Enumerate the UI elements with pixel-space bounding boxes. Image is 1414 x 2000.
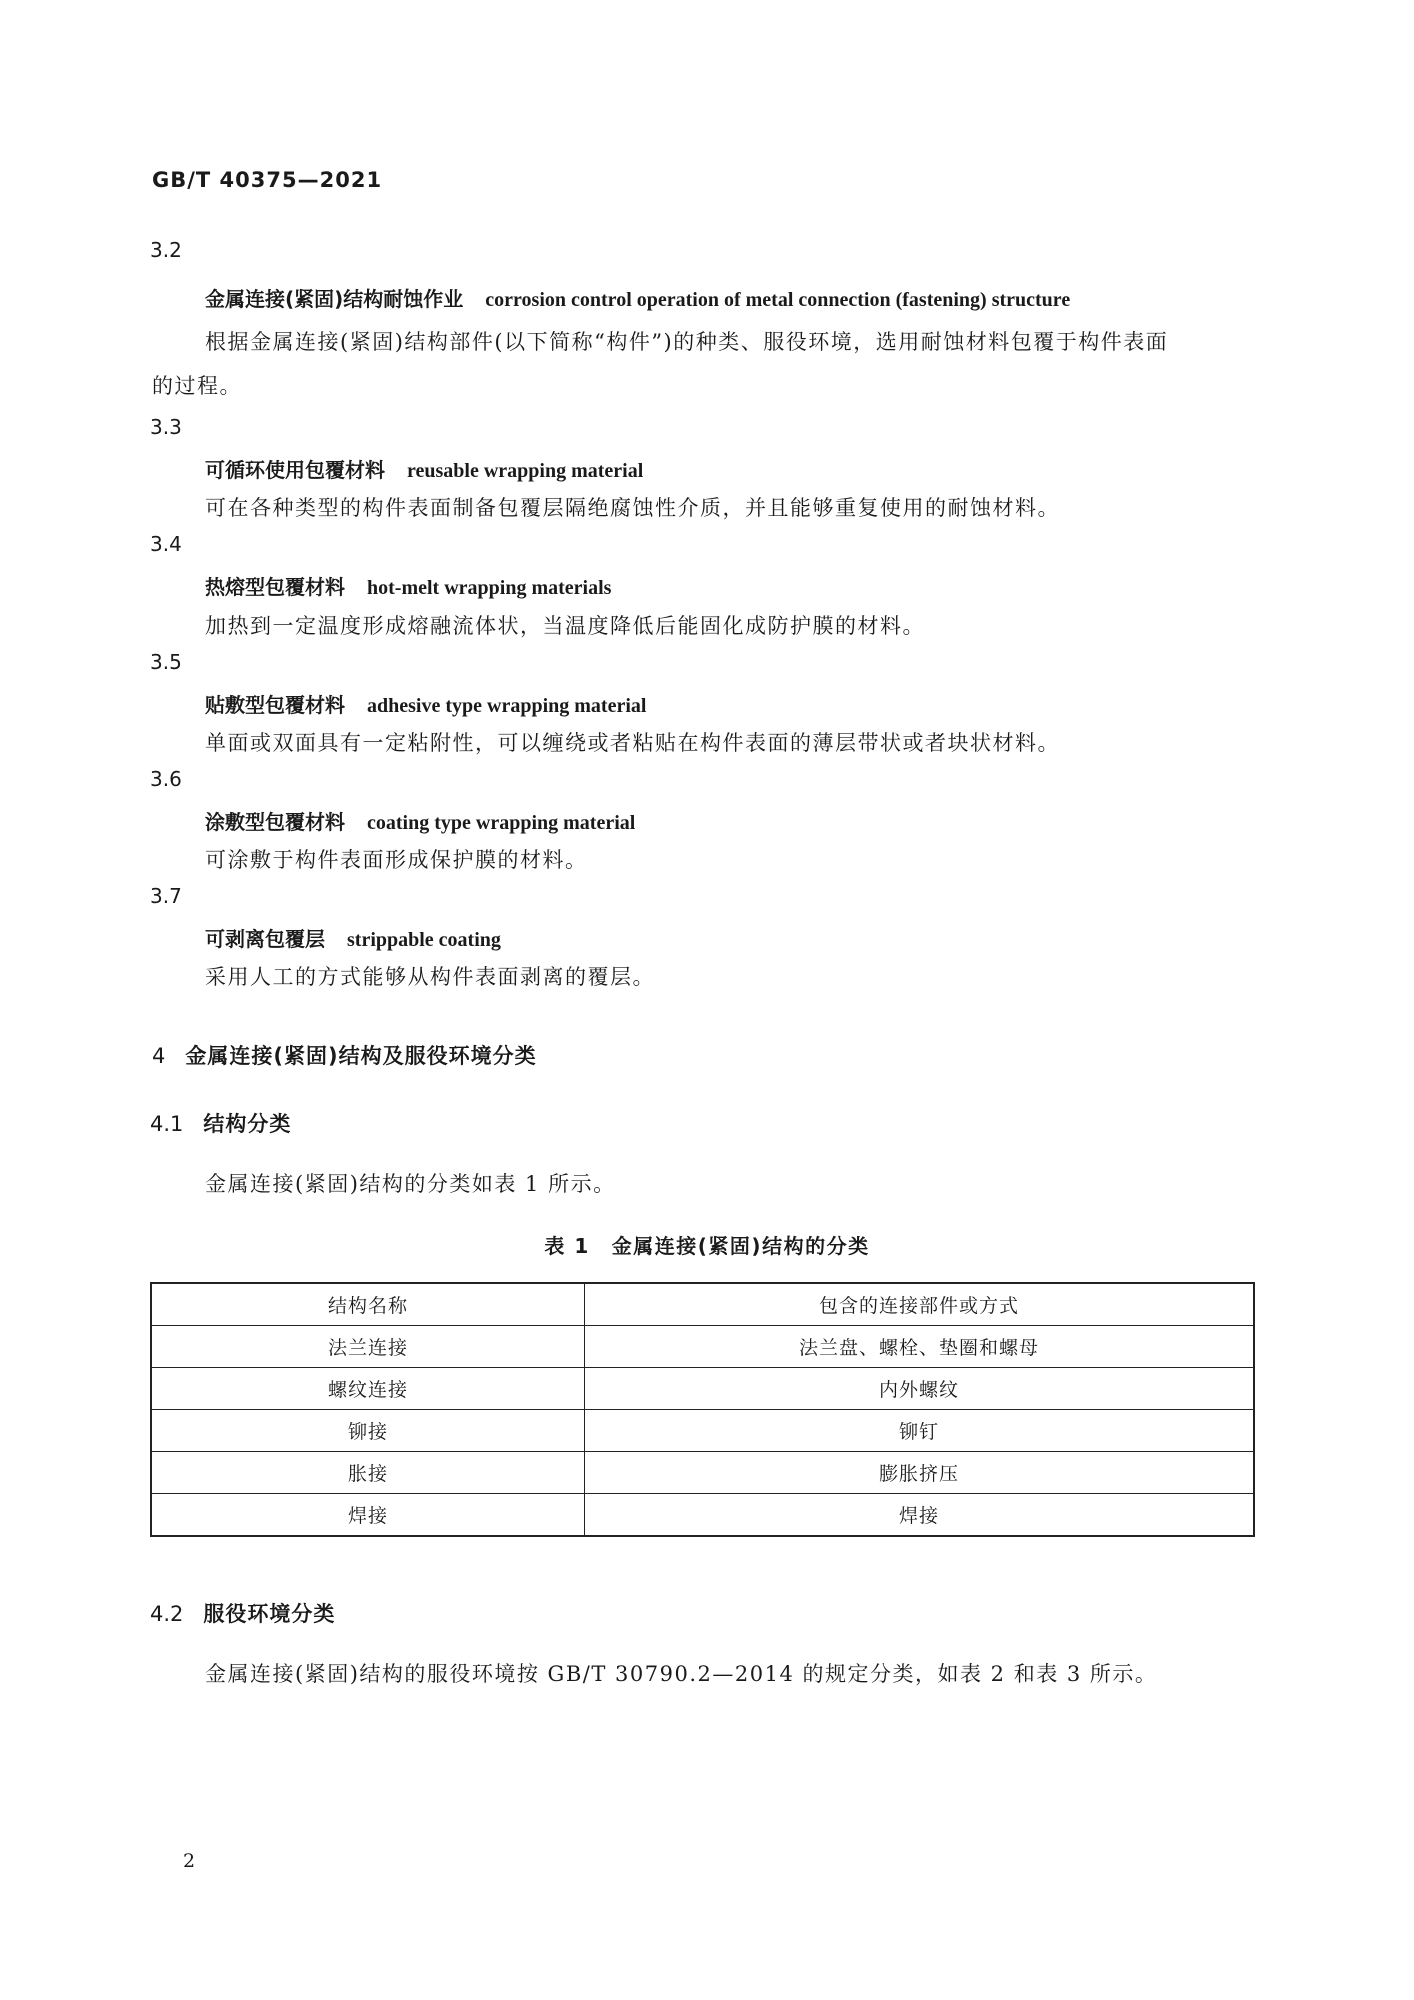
table-row	[151, 1326, 1254, 1368]
table-cell: 焊接	[585, 1494, 1255, 1537]
term-definition: 根据金属连接(紧固)结构部件(以下简称“构件”)的种类、服役环境，选用耐蚀材料包覆于构件表面	[205, 330, 1169, 354]
term-number: 3.2	[150, 238, 182, 262]
table-cell: 螺纹连接	[151, 1368, 585, 1410]
term-en: reusable wrapping material	[407, 460, 644, 482]
term-heading	[205, 571, 611, 600]
table-header-cell: 包含的连接部件或方式	[585, 1283, 1255, 1326]
table-row	[151, 1452, 1254, 1494]
term-zh: 热熔型包覆材料	[205, 575, 345, 599]
subsection-heading	[150, 1108, 291, 1138]
term-en: adhesive type wrapping material	[367, 695, 647, 717]
term-zh: 金属连接(紧固)结构耐蚀作业	[205, 287, 464, 311]
table-cell: 法兰盘、螺栓、垫圈和螺母	[585, 1326, 1255, 1368]
term-definition: 可在各种类型的构件表面制备包覆层隔绝腐蚀性介质，并且能够重复使用的耐蚀材料。	[205, 496, 1060, 520]
term-heading	[205, 689, 646, 718]
classification-table	[150, 1282, 1255, 1537]
section-heading	[152, 1040, 537, 1070]
section-number: 4	[152, 1044, 166, 1068]
table-cell: 铆接	[151, 1410, 585, 1452]
term-number: 3.4	[150, 532, 182, 556]
table-caption	[0, 1230, 1414, 1259]
term-en: hot-melt wrapping materials	[367, 577, 612, 599]
term-definition: 采用人工的方式能够从构件表面剥离的覆层。	[205, 965, 655, 989]
term-heading	[205, 923, 501, 952]
subsection-title: 服役环境分类	[203, 1602, 336, 1626]
table-cell: 铆钉	[585, 1410, 1255, 1452]
term-number: 3.7	[150, 884, 182, 908]
term-zh: 涂敷型包覆材料	[205, 810, 345, 834]
term-heading	[205, 806, 635, 835]
subsection-title: 结构分类	[203, 1112, 292, 1136]
term-en: coating type wrapping material	[367, 812, 636, 834]
table-header-cell: 结构名称	[151, 1283, 585, 1326]
table-row	[151, 1410, 1254, 1452]
page-number: 2	[183, 1850, 196, 1872]
subsection-number: 4.1	[150, 1112, 184, 1136]
paragraph: 金属连接(紧固)结构的分类如表 1 所示。	[205, 1172, 616, 1196]
document-code: GB/T 40375—2021	[152, 168, 383, 192]
table-cell: 焊接	[151, 1494, 585, 1537]
term-definition: 单面或双面具有一定粘附性，可以缠绕或者粘贴在构件表面的薄层带状或者块状材料。	[205, 731, 1060, 755]
term-zh: 可剥离包覆层	[205, 927, 325, 951]
term-definition: 加热到一定温度形成熔融流体状，当温度降低后能固化成防护膜的材料。	[205, 614, 925, 638]
term-number: 3.6	[150, 767, 182, 791]
table-cell: 膨胀挤压	[585, 1452, 1255, 1494]
term-zh: 贴敷型包覆材料	[205, 693, 345, 717]
term-en: corrosion control operation of metal connection (fastening) structure	[485, 289, 1071, 311]
table-cell: 法兰连接	[151, 1326, 585, 1368]
term-en: strippable coating	[347, 929, 501, 951]
table-caption-title: 金属连接(紧固)结构的分类	[611, 1234, 870, 1258]
table-caption-number: 表 1	[544, 1234, 590, 1258]
term-number: 3.3	[150, 415, 182, 439]
table-header-row	[151, 1283, 1254, 1326]
term-heading	[205, 283, 1070, 312]
table-row	[151, 1494, 1254, 1537]
term-heading	[205, 454, 643, 483]
section-title: 金属连接(紧固)结构及服役环境分类	[185, 1044, 537, 1068]
paragraph: 金属连接(紧固)结构的服役环境按 GB/T 30790.2—2014 的规定分类，如表 2 和表 3 所示。	[205, 1662, 1158, 1686]
table-cell: 胀接	[151, 1452, 585, 1494]
term-definition: 可涂敷于构件表面形成保护膜的材料。	[205, 848, 588, 872]
table-cell: 内外螺纹	[585, 1368, 1255, 1410]
subsection-heading	[150, 1598, 335, 1628]
table-row	[151, 1368, 1254, 1410]
term-definition-continued: 的过程。	[152, 374, 242, 398]
subsection-number: 4.2	[150, 1602, 184, 1626]
term-number: 3.5	[150, 650, 182, 674]
term-zh: 可循环使用包覆材料	[205, 458, 385, 482]
